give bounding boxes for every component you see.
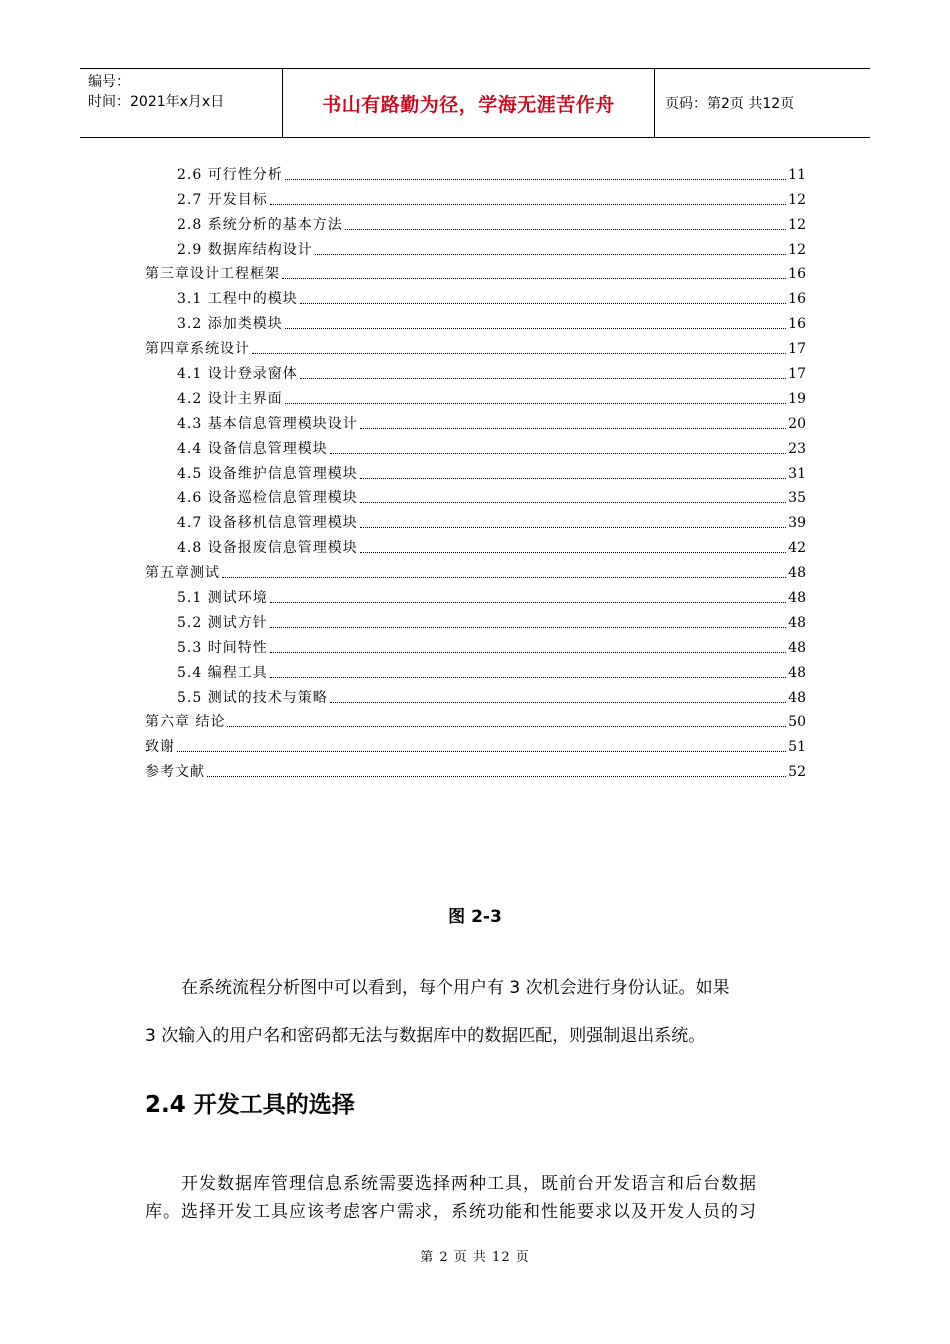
toc-entry-title: 3.2 添加类模块 [177, 316, 283, 333]
toc-entry-title: 4.8 设备报废信息管理模块 [177, 540, 358, 557]
toc-entry[interactable] [145, 159, 806, 184]
toc-entry-page: 16 [788, 316, 806, 333]
header-motto: 书山有路勤为径，学海无涯苦作舟 [282, 69, 655, 137]
toc-entry-page: 48 [788, 590, 806, 607]
toc-entry[interactable] [145, 557, 806, 582]
toc-entry[interactable] [145, 632, 806, 657]
toc-entry-title: 致谢 [145, 739, 175, 756]
toc-entry[interactable] [145, 657, 806, 682]
toc-dot-leader [270, 601, 786, 603]
toc-entry-title: 第五章测试 [145, 565, 220, 582]
toc-entry-page: 31 [788, 465, 806, 482]
toc-dot-leader [360, 526, 786, 528]
toc-entry[interactable] [145, 333, 806, 358]
toc-entry-title: 5.1 测试环境 [177, 590, 268, 607]
toc-entry-page: 39 [788, 515, 806, 532]
toc-entry[interactable] [145, 731, 806, 756]
toc-entry[interactable] [145, 234, 806, 259]
toc-entry[interactable] [145, 259, 806, 284]
toc-entry-page: 42 [788, 540, 806, 557]
toc-entry[interactable] [145, 582, 806, 607]
toc-entry-page: 19 [788, 390, 806, 407]
toc-entry-title: 4.4 设备信息管理模块 [177, 440, 328, 457]
toc-entry[interactable] [145, 283, 806, 308]
toc-entry-page: 16 [788, 266, 806, 283]
table-of-contents [145, 159, 806, 781]
paragraph-line: 3 次输入的用户名和密码都无法与数据库中的数据匹配，则强制退出系统。 [145, 1026, 706, 1046]
toc-entry-title: 2.9 数据库结构设计 [177, 241, 313, 258]
section-heading: 2.4 开发工具的选择 [145, 1092, 355, 1118]
toc-entry-title: 4.1 设计登录窗体 [177, 366, 298, 383]
toc-entry-page: 48 [788, 664, 806, 681]
toc-dot-leader [285, 402, 786, 404]
toc-entry-title: 第六章 结论 [145, 714, 226, 731]
toc-entry-title: 5.4 编程工具 [177, 664, 268, 681]
header-number-label: 编号： [88, 74, 130, 90]
toc-dot-leader [300, 302, 786, 304]
toc-entry-page: 17 [788, 366, 806, 383]
toc-entry-page: 11 [788, 166, 806, 183]
toc-entry-title: 4.2 设计主界面 [177, 390, 283, 407]
toc-entry[interactable] [145, 184, 806, 209]
toc-entry-page: 51 [788, 739, 806, 756]
toc-dot-leader [270, 651, 786, 653]
toc-entry[interactable] [145, 756, 806, 781]
toc-entry[interactable] [145, 308, 806, 333]
toc-entry[interactable] [145, 507, 806, 532]
toc-entry-page: 23 [788, 440, 806, 457]
figure-caption: 图 2-3 [448, 907, 502, 927]
toc-entry[interactable] [145, 483, 806, 508]
toc-dot-leader [207, 775, 786, 777]
toc-entry-page: 48 [788, 689, 806, 706]
paragraph-line: 开发数据库管理信息系统需要选择两种工具，既前台开发语言和后台数据 [181, 1174, 757, 1194]
toc-dot-leader [285, 178, 786, 180]
toc-entry[interactable] [145, 408, 806, 433]
toc-dot-leader [360, 427, 786, 429]
toc-dot-leader [315, 253, 786, 255]
toc-entry-title: 2.8 系统分析的基本方法 [177, 216, 343, 233]
toc-entry-page: 16 [788, 291, 806, 308]
toc-entry-page: 48 [788, 639, 806, 656]
toc-entry-page: 20 [788, 415, 806, 432]
toc-entry-page: 17 [788, 341, 806, 358]
toc-entry-title: 5.5 测试的技术与策略 [177, 689, 328, 706]
toc-entry[interactable] [145, 682, 806, 707]
toc-dot-leader [330, 701, 786, 703]
toc-entry[interactable] [145, 358, 806, 383]
toc-entry-page: 52 [788, 764, 806, 781]
header-page-info: 页码：第2页 共12页 [665, 96, 795, 112]
toc-entry-title: 参考文献 [145, 764, 205, 781]
toc-entry-page: 12 [788, 216, 806, 233]
paragraph-line: 库。选择开发工具应该考虑客户需求，系统功能和性能要求以及开发人员的习 [145, 1202, 757, 1222]
toc-entry-page: 48 [788, 565, 806, 582]
header-meta [80, 69, 282, 137]
toc-entry[interactable] [145, 433, 806, 458]
toc-entry[interactable] [145, 707, 806, 732]
toc-entry-title: 4.3 基本信息管理模块设计 [177, 415, 358, 432]
toc-entry-page: 12 [788, 241, 806, 258]
toc-entry-title: 第四章系统设计 [145, 341, 250, 358]
toc-dot-leader [270, 676, 786, 678]
header-time-label: 时间：2021年x月x日 [88, 94, 225, 110]
toc-dot-leader [360, 501, 786, 503]
toc-entry-title: 2.7 开发目标 [177, 191, 268, 208]
toc-entry[interactable] [145, 607, 806, 632]
toc-entry-page: 48 [788, 614, 806, 631]
toc-entry[interactable] [145, 383, 806, 408]
toc-entry-title: 4.6 设备巡检信息管理模块 [177, 490, 358, 507]
paragraph-line: 在系统流程分析图中可以看到，每个用户有 3 次机会进行身份认证。如果 [181, 978, 730, 998]
toc-dot-leader [300, 377, 786, 379]
toc-dot-leader [270, 203, 786, 205]
toc-dot-leader [360, 477, 786, 479]
toc-entry-title: 4.7 设备移机信息管理模块 [177, 515, 358, 532]
toc-entry-page: 35 [788, 490, 806, 507]
toc-dot-leader [270, 626, 786, 628]
toc-entry-page: 12 [788, 191, 806, 208]
toc-dot-leader [330, 452, 786, 454]
toc-dot-leader [282, 277, 786, 279]
toc-dot-leader [222, 576, 786, 578]
toc-dot-leader [252, 352, 786, 354]
toc-entry-title: 5.3 时间特性 [177, 639, 268, 656]
toc-dot-leader [177, 750, 786, 752]
paragraph-authentication [145, 964, 806, 1060]
toc-entry-title: 第三章设计工程框架 [145, 266, 280, 283]
paragraph-dev-tools [145, 1170, 806, 1226]
toc-entry-title: 5.2 测试方针 [177, 614, 268, 631]
toc-entry-title: 3.1 工程中的模块 [177, 291, 298, 308]
toc-entry-title: 4.5 设备维护信息管理模块 [177, 465, 358, 482]
page-footer: 第 2 页 共 12 页 [420, 1250, 530, 1265]
toc-dot-leader [285, 327, 786, 329]
toc-dot-leader [345, 228, 786, 230]
toc-entry[interactable] [145, 209, 806, 234]
toc-dot-leader [360, 551, 786, 553]
toc-dot-leader [227, 725, 786, 727]
toc-entry[interactable] [145, 532, 806, 557]
toc-entry[interactable] [145, 458, 806, 483]
toc-entry-title: 2.6 可行性分析 [177, 166, 283, 183]
page-header [80, 68, 870, 138]
toc-entry-page: 50 [788, 714, 806, 731]
